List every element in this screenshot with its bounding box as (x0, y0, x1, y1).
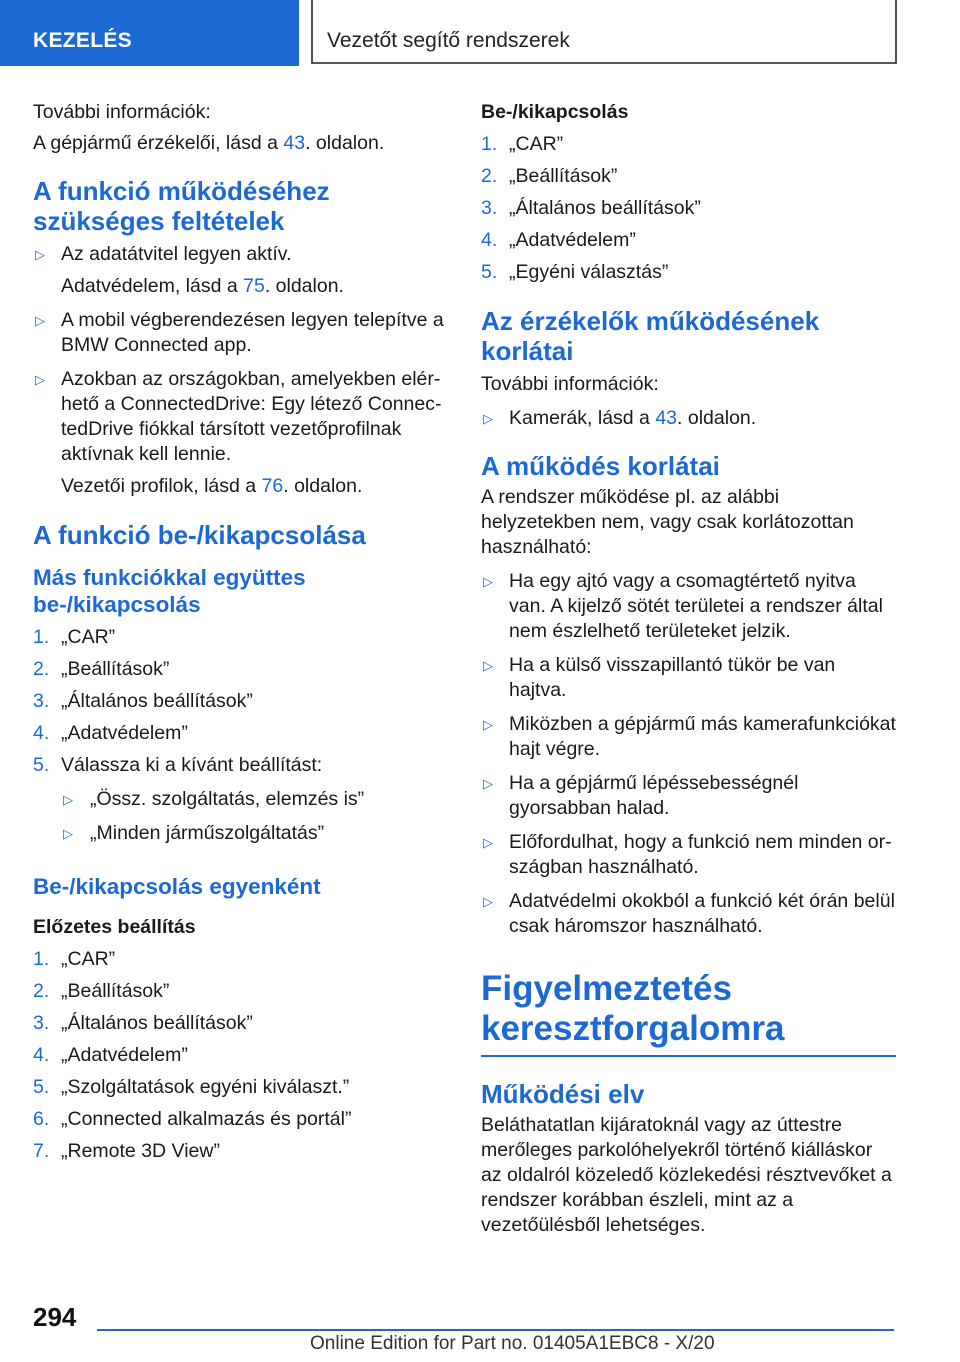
list-item: ▷ Az adatátvitel legyen aktív. (35, 243, 292, 265)
triangle-icon: ▷ (35, 247, 45, 262)
page-link[interactable]: 76 (261, 475, 284, 497)
heading-cross-traffic: Figyelmeztetés keresztforgalomra (481, 969, 896, 1057)
triangle-icon: ▷ (483, 411, 493, 426)
triangle-icon: ▷ (483, 835, 493, 850)
option-item: ▷ „Össz. szolgáltatás, elemzés is” (63, 788, 365, 810)
other-steps (33, 625, 448, 778)
step-item: 5. „Szolgáltatások egyéni kiválaszt.” (33, 1076, 350, 1098)
info-label: További információk: (481, 373, 659, 395)
section-title: KEZELÉS (33, 29, 132, 52)
other-options (33, 787, 448, 846)
limits-list (481, 569, 896, 939)
step-item: 5. „Egyéni választás” (481, 261, 669, 283)
list-item: ▷ Ha a külső visszapillantó tükör be van hajtva. (483, 654, 836, 701)
list-item: ▷ Kamerák, lásd a 43. oldalon. (483, 407, 757, 429)
option-item: ▷ „Minden járműszolgáltatás” (63, 822, 325, 844)
step-item: 3. „Általános beállítások” (33, 1012, 253, 1034)
triangle-icon: ▷ (483, 574, 493, 589)
info-label: További információk: (33, 101, 211, 123)
step-item: 3. „Általános beállítások” (33, 690, 253, 712)
step-item: 1. „CAR” (481, 133, 564, 155)
limits-intro: A rendszer működése pl. az alábbi helyzetekben nem, vagy csak korlátozottan használható: (481, 486, 854, 558)
onoff-steps (481, 132, 896, 285)
page-header (0, 0, 960, 66)
heading-sensor-limits: Az érzékelők működésének korlátai (481, 306, 820, 366)
step-item: 4. „Adatvédelem” (33, 722, 188, 744)
list-item: ▷ Miközben a gépjármű más kamerafunkciókat hajt végre. (483, 713, 896, 760)
heading-individual: Be-/kikapcsolás egyenként (33, 874, 321, 899)
footer-divider (97, 1329, 894, 1331)
step-item: 2. „Beállítások” (33, 980, 170, 1002)
chapter-box (311, 0, 897, 64)
triangle-icon: ▷ (483, 717, 493, 732)
step-item: 7. „Remote 3D View” (33, 1140, 220, 1162)
step-item: 2. „Beállítások” (481, 165, 618, 187)
list-item: ▷ Adatvédelmi okokból a funkció két órán belül csak háromszor használható. (483, 890, 895, 937)
step-item: 2. „Beállítások” (33, 658, 170, 680)
triangle-icon: ▷ (35, 313, 45, 328)
step-item: 3. „Általános beállítások” (481, 197, 701, 219)
step-item: 1. „CAR” (33, 626, 116, 648)
heading-limits: A működés korlátai (481, 451, 720, 481)
section-tab (0, 0, 299, 66)
list-item: ▷ A mobil végberendezésen legyen telepítve a BMW Connected app. (35, 309, 444, 356)
step-item: 4. „Adatvédelem” (33, 1044, 188, 1066)
list-item: ▷ Ha egy ajtó vagy a csomagtértető nyitva van. A kijelző sötét területei a rendszer által nem észlelhető területeket jelzik. (483, 570, 883, 642)
page-link[interactable]: 43 (655, 407, 678, 429)
principle-text: Beláthatatlan kijáratoknál vagy az úttestre merőleges parkolóhelyekről történő kiálláskor az oldalról közeledő közlekedési résztvevőket a rendszer korábban észleli, mint az a vezetőülésből lehetséges. (481, 1114, 892, 1236)
triangle-icon: ▷ (483, 658, 493, 673)
heading-principle: Működési elv (481, 1079, 645, 1109)
list-item-note: Adatvédelem, lásd a 75. oldalon. (61, 275, 344, 297)
right-column (481, 100, 896, 1238)
triangle-icon: ▷ (35, 372, 45, 387)
page-link[interactable]: 43 (283, 132, 306, 154)
chapter-title: Vezetőt segítő rendszerek (327, 29, 570, 52)
info-text: A gépjármű érzékelői, lásd a 43. oldalon. (33, 132, 385, 154)
list-item: ▷ Ha a gépjármű lépéssebességnél gyorsabban halad. (483, 772, 799, 819)
triangle-icon: ▷ (483, 894, 493, 909)
page-link[interactable]: 75 (243, 275, 265, 297)
camera-list (481, 406, 896, 431)
list-item: ▷ Azokban az országokban, amelyekben elérhető a ConnectedDrive: Egy létező ConnectedDrive fiókkal társított vezetőprofilnak aktívnak kell lennie. (35, 368, 442, 465)
heading-other-functions: Más funkciókkal együttes be-/kikapcsolás (33, 565, 306, 617)
heading-conditions: A funkció működéséhez szükséges feltételek (33, 176, 330, 236)
heading-onoff-right: Be-/kikapcsolás (481, 101, 629, 123)
left-column (33, 100, 448, 1164)
triangle-icon: ▷ (63, 826, 73, 841)
triangle-icon: ▷ (63, 792, 73, 807)
step-item: 6. „Connected alkalmazás és portál” (33, 1108, 352, 1130)
edition-text: Online Edition for Part no. 01405A1EBC8 - X/20 (310, 1333, 715, 1354)
heading-onoff: A funkció be-/kikapcsolása (33, 520, 366, 550)
preset-steps (33, 947, 448, 1164)
step-item: 1. „CAR” (33, 948, 116, 970)
list-item-note: Vezetői profilok, lásd a 76. oldalon. (61, 475, 363, 497)
step-item: 5. Válassza ki a kívánt beállítást: (33, 754, 323, 776)
page-number: 294 (33, 1302, 77, 1332)
step-item: 4. „Adatvédelem” (481, 229, 636, 251)
list-item: ▷ Előfordulhat, hogy a funkció nem minden országban használható. (483, 831, 892, 878)
heading-presetting: Előzetes beállítás (33, 916, 196, 938)
triangle-icon: ▷ (483, 776, 493, 791)
conditions-list (33, 242, 448, 499)
